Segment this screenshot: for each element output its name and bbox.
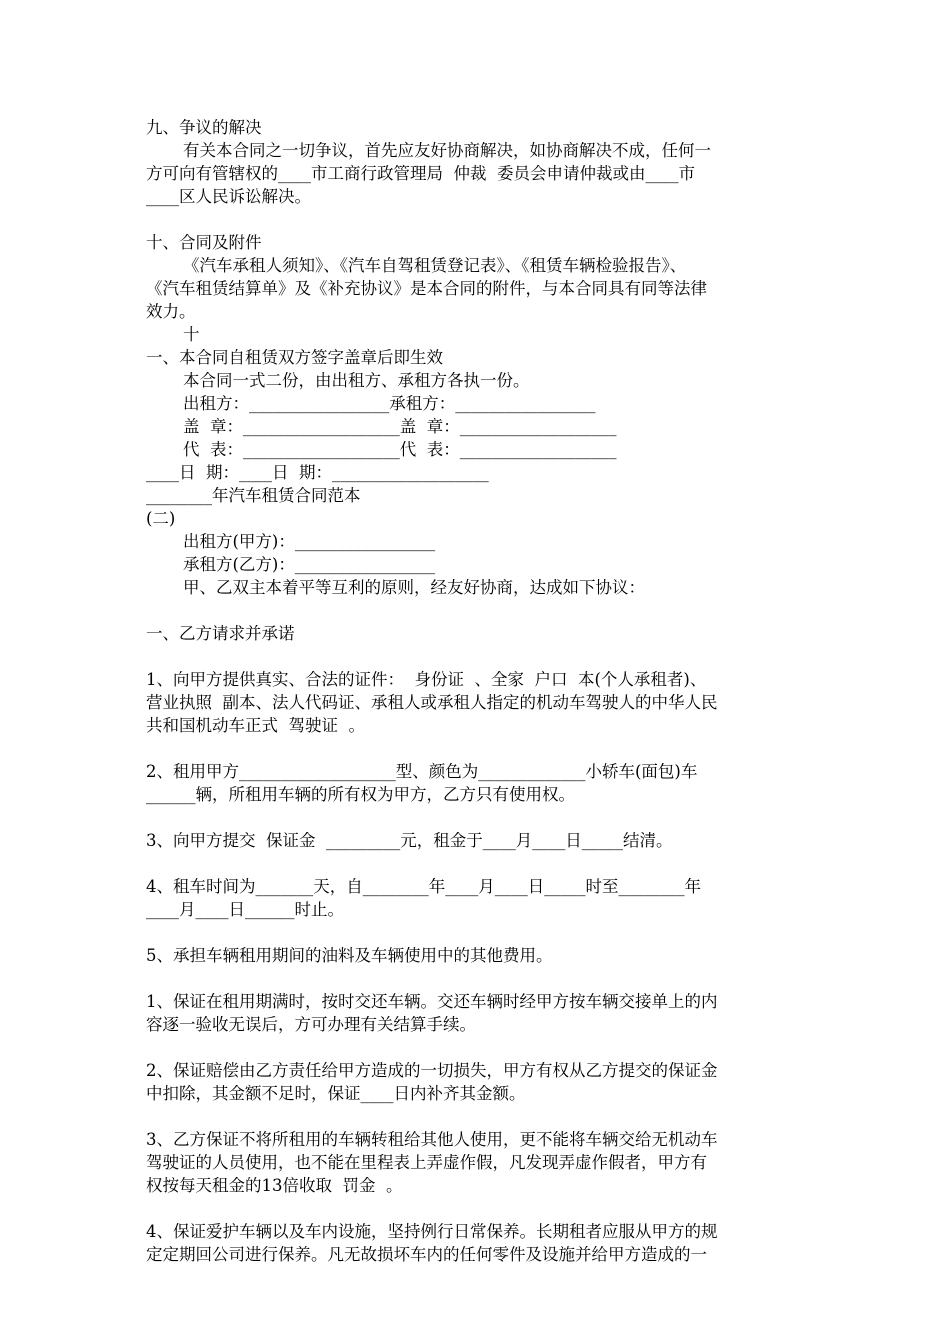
blank-line	[146, 852, 808, 875]
blank-line	[146, 645, 808, 668]
text-line: 出租方(甲方)：_________________	[183, 532, 436, 551]
text-line: 3、乙方保证不将所租用的车辆转租给其他人使用，更不能将车辆交给无机动车	[146, 1130, 718, 1149]
text-line: 九、争议的解决	[146, 118, 262, 137]
text-line: 5、承担车辆租用期间的油料及车辆使用中的其他费用。	[146, 946, 553, 965]
blank-line	[146, 1197, 808, 1220]
text-line: 出租方：_________________承租方：_________________	[183, 394, 596, 413]
text-line: ________年汽车租赁合同范本	[146, 486, 361, 505]
text-line: 十、合同及附件	[146, 233, 262, 252]
text-line: 有关本合同之一切争议，首先应友好协商解决，如协商解决不成，任何一	[183, 141, 711, 160]
text-line: 1、向甲方提供真实、合法的证件： 身份证 、全家 户口 本(个人承租者)、	[146, 670, 707, 689]
text-line: 容逐一验收无误后，方可办理有关结算手续。	[146, 1015, 476, 1034]
text-line: 《汽车承租人须知》、《汽车自驾租赁登记表》、《租赁车辆检验报告》、	[183, 256, 687, 275]
text-line: 营业执照 副本、法人代码证、承租人或承租人指定的机动车驾驶人的中华人民	[146, 693, 718, 712]
contract-page	[146, 116, 808, 1266]
text-line: ____月____日______时止。	[146, 900, 344, 919]
text-line: 效力。	[146, 302, 196, 321]
text-line: 中扣除，其金额不足时，保证____日内补齐其金额。	[146, 1084, 526, 1103]
text-line: 3、向甲方提交 保证金 _________元，租金于____月____日_____结清。	[146, 831, 673, 850]
text-line: 一、乙方请求并承诺	[146, 624, 295, 643]
blank-line	[146, 921, 808, 944]
text-line: 4、租车时间为_______天，自________年____月____日_____时至________年	[146, 877, 701, 896]
text-line: 权按每天租金的13倍收取 罚金 。	[146, 1176, 403, 1195]
text-line: 代 表：___________________代 表：___________________	[183, 440, 617, 459]
text-line: 1、保证在租用期满时，按时交还车辆。交还车辆时经甲方按车辆交接单上的内	[146, 992, 718, 1011]
text-line: ____日 期：____日 期：___________________	[146, 463, 489, 482]
text-line: ____区人民诉讼解决。	[146, 187, 311, 206]
text-line: 盖 章：___________________盖 章：___________________	[183, 417, 617, 436]
text-line: 4、保证爱护车辆以及车内设施，坚持例行日常保养。长期租者应服从甲方的规	[146, 1222, 718, 1241]
blank-line	[146, 967, 808, 990]
blank-line	[146, 1036, 808, 1059]
text-line: 《汽车租赁结算单》及《补充协议》是本合同的附件，与本合同具有同等法律	[146, 279, 707, 298]
text-line: 十	[183, 325, 200, 344]
text-line: 共和国机动车正式 驾驶证 。	[146, 716, 365, 735]
text-line: 2、租用甲方___________________型、颜色为_____________小轿车(面包)车	[146, 762, 698, 781]
text-line: 本合同一式二份，由出租方、承租方各执一份。	[183, 371, 530, 390]
blank-line	[146, 208, 808, 231]
text-line: 一、本合同自租赁双方签字盖章后即生效	[146, 348, 443, 367]
blank-line	[146, 806, 808, 829]
text-line: ______辆，所租用车辆的所有权为甲方，乙方只有使用权。	[146, 785, 575, 804]
text-line: 方可向有管辖权的____市工商行政管理局 仲裁 委员会申请仲裁或由____市	[146, 164, 695, 183]
text-line: (二)	[146, 509, 176, 528]
text-line: 定定期回公司进行保养。凡无故损坏车内的任何零件及设施并给甲方造成的一	[146, 1245, 707, 1264]
blank-line	[146, 737, 808, 760]
text-line: 驾驶证的人员使用，也不能在里程表上弄虚作假，凡发现弄虚作假者，甲方有	[146, 1153, 707, 1172]
text-line: 承租方(乙方)：_________________	[183, 555, 436, 574]
text-line: 2、保证赔偿由乙方责任给甲方造成的一切损失，甲方有权从乙方提交的保证金	[146, 1061, 718, 1080]
blank-line	[146, 599, 808, 622]
text-line: 甲、乙双主本着平等互利的原则，经友好协商，达成如下协议：	[183, 578, 645, 597]
blank-line	[146, 1105, 808, 1128]
